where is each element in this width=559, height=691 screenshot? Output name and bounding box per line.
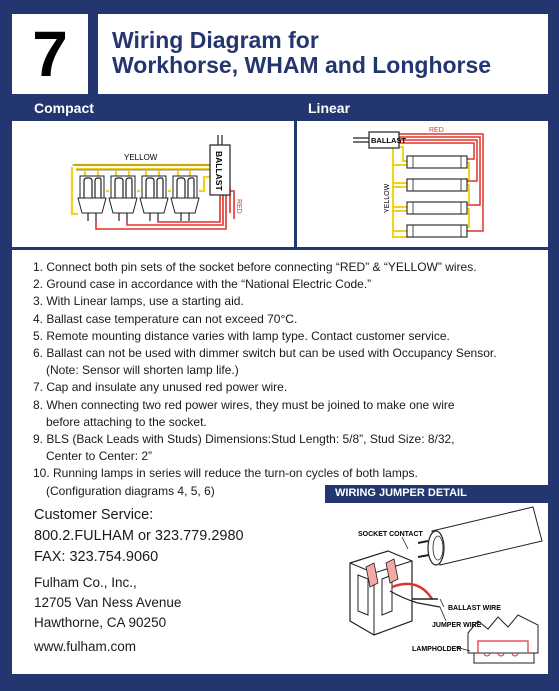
note-item: 9. BLS (Back Leads with Studs) Dimensions:Stud Length: 5/8”, Stud Size: 8/32, <box>33 432 455 447</box>
note-item: 4. Ballast case temperature can not exceed 70°C. <box>33 311 298 326</box>
jumper-detail-panel <box>328 503 545 671</box>
page-title <box>112 28 491 78</box>
compact-red-label: RED <box>235 199 242 214</box>
note-item: 10. Running lamps in series will reduce the turn-on cycles of both lamps. <box>33 466 418 481</box>
socket-contact-label: SOCKET CONTACT <box>358 531 423 538</box>
note-item: 2. Ground case in accordance with the “National Electric Code.” <box>33 277 372 292</box>
linear-yellow-label: YELLOW <box>384 183 391 213</box>
website-link: www.fulham.com <box>34 639 137 654</box>
note-item-continuation: (Configuration diagrams 4, 5, 6) <box>46 483 215 498</box>
linear-diagram-panel <box>297 121 548 247</box>
compact-label: Compact <box>34 100 94 116</box>
customer-service-heading: Customer Service: <box>34 507 154 523</box>
jumper-wire-label: JUMPER WIRE <box>432 622 482 629</box>
linear-label: Linear <box>308 100 351 116</box>
notes-list <box>33 259 497 500</box>
jumper-detail-header <box>325 485 548 503</box>
compact-yellow-label: YELLOW <box>124 153 158 162</box>
fax-number: FAX: 323.754.9060 <box>34 549 159 565</box>
customer-service-block <box>34 505 244 568</box>
note-item: 7. Cap and insulate any unused red power wire. <box>33 380 288 395</box>
diagram-number-box <box>12 14 88 94</box>
city-state-zip: Hawthorne, CA 90250 <box>34 615 167 630</box>
note-item-continuation: (Note: Sensor will shorten lamp life.) <box>46 363 239 378</box>
linear-red-label: RED <box>429 127 444 134</box>
linear-ballast-label: BALLAST <box>371 136 406 145</box>
jumper-detail-illustration <box>328 503 545 671</box>
note-item: 6. Ballast can not be used with dimmer switch but can be used with Occupancy Sensor. <box>33 346 497 361</box>
ballast-wire-label: BALLAST WIRE <box>448 605 501 612</box>
diagram-number: 7 <box>32 18 68 90</box>
street-address: 12705 Van Ness Avenue <box>34 595 182 610</box>
compact-wiring-diagram <box>12 121 294 247</box>
note-item-continuation: Center to Center: 2” <box>46 449 153 464</box>
note-item: 1. Connect both pin sets of the socket before connecting “RED” & “YELLOW” wires. <box>33 260 477 274</box>
compact-ballast-label: BALLAST <box>214 151 224 191</box>
title-line-2: Workhorse, WHAM and Longhorse <box>112 52 492 78</box>
note-item: 8. When connecting two red power wires, they must be joined to make one wire <box>33 397 455 412</box>
note-item: 5. Remote mounting distance varies with lamp type. Contact customer service. <box>33 328 450 343</box>
title-box <box>98 14 548 94</box>
lampholder-label: LAMPHOLDER <box>412 646 462 653</box>
company-name: Fulham Co., Inc., <box>34 575 137 590</box>
compact-diagram-panel <box>12 121 294 247</box>
jumper-detail-title: WIRING JUMPER DETAIL <box>335 487 467 499</box>
note-item: 3. With Linear lamps, use a starting aid. <box>33 294 244 309</box>
phone-numbers: 800.2.FULHAM or 323.779.2980 <box>34 528 244 544</box>
linear-wiring-diagram <box>297 121 548 247</box>
address-block <box>34 573 181 657</box>
note-item-continuation: before attaching to the socket. <box>46 414 207 429</box>
title-line-1: Wiring Diagram for <box>112 27 319 53</box>
